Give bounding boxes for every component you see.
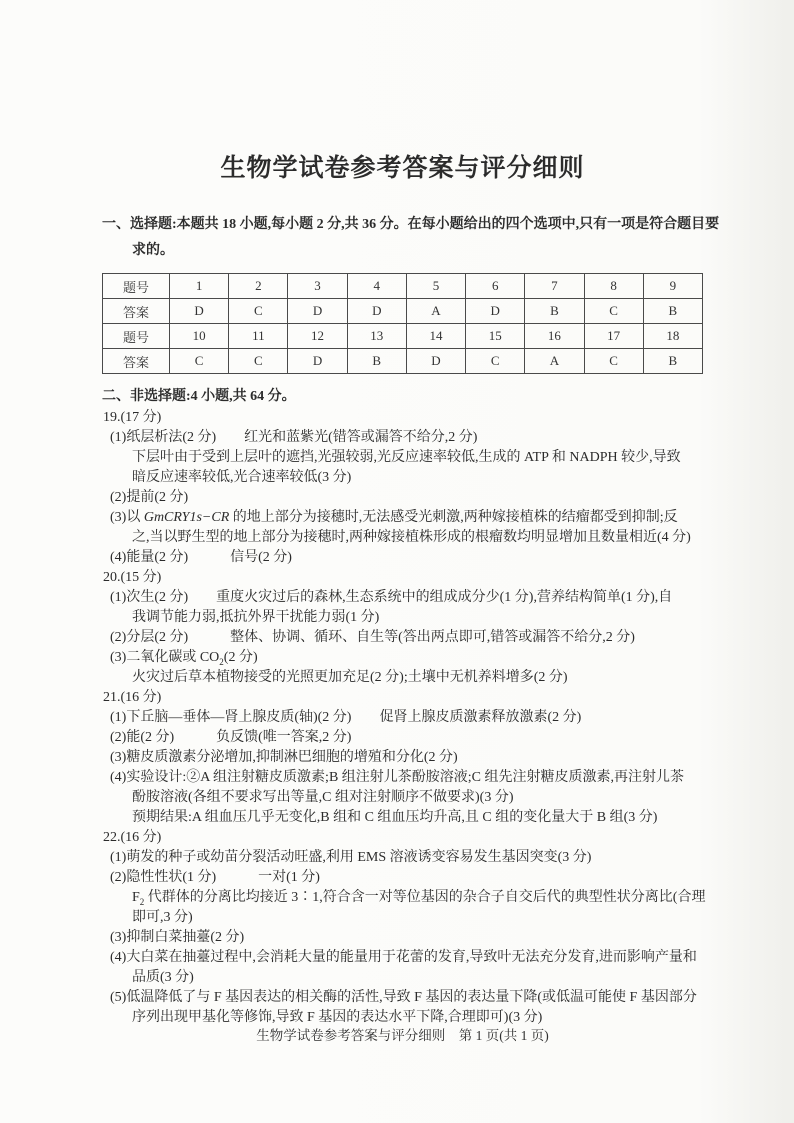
answer-line xyxy=(102,448,703,468)
answer-line xyxy=(102,668,703,688)
answer-cell: A xyxy=(525,349,584,374)
answer-cell: 6 xyxy=(466,274,525,299)
answer-cell: B xyxy=(643,299,702,324)
question-number: 21.(16 分) xyxy=(103,690,162,705)
answer-cell: 5 xyxy=(406,274,465,299)
question-number: 20.(15 分) xyxy=(103,570,162,585)
answer-line xyxy=(102,868,703,888)
answer-line xyxy=(102,888,706,908)
answer-line xyxy=(102,748,703,768)
text-segment: 酚胺溶液(各组不要求写出等量,C 组对注射顺序不做要求)(3 分) xyxy=(132,790,514,805)
answer-cell: 18 xyxy=(643,324,702,349)
answer-table-row xyxy=(103,324,703,349)
answer-cell: 1 xyxy=(170,274,229,299)
row-header-cell: 题号 xyxy=(103,324,170,349)
answer-cell: 10 xyxy=(170,324,229,349)
answer-line xyxy=(102,548,703,568)
row-header-cell: 题号 xyxy=(103,274,170,299)
answer-table-row xyxy=(103,274,703,299)
answer-cell: 16 xyxy=(525,324,584,349)
answer-table-row xyxy=(103,299,703,324)
answer-line xyxy=(102,948,703,968)
section1-heading xyxy=(102,212,720,264)
answer-line xyxy=(102,788,703,808)
text-segment: (2)分层(2 分) 整体、协调、循环、自生等(答出两点即可,错答或漏答不给分,2 分) xyxy=(110,630,635,645)
answer-cell: 8 xyxy=(584,274,643,299)
answer-key-table xyxy=(102,273,703,374)
answer-cell: D xyxy=(347,299,406,324)
answer-cell: 7 xyxy=(525,274,584,299)
answer-cell: C xyxy=(229,349,288,374)
text-segment: 代群体的分离比均接近 3∶1,符合含一对等位基因的杂合子自交后代的典型性状分离比(合理 xyxy=(144,890,706,905)
section1-heading-line2: 求的。 xyxy=(132,243,174,258)
answer-line xyxy=(102,588,703,608)
answer-cell: 13 xyxy=(347,324,406,349)
answer-line xyxy=(102,988,703,1008)
answer-cell: 4 xyxy=(347,274,406,299)
answer-table-row xyxy=(103,349,703,374)
text-segment: (3)以 xyxy=(110,510,144,525)
row-header-cell: 答案 xyxy=(103,349,170,374)
answer-cell: 9 xyxy=(643,274,702,299)
text-segment: 暗反应速率较低,光合速率较低(3 分) xyxy=(132,470,352,485)
text-segment: (3)二氧化碳或 CO xyxy=(110,650,220,665)
answer-line xyxy=(102,528,703,548)
text-segment: (4)大白菜在抽薹过程中,会消耗大量的能量用于花蕾的发育,导致叶无法充分发育,进而影响产量和 xyxy=(110,950,697,965)
text-segment: 的地上部分为接穗时,无法感受光刺激,两种嫁接植株的结瘤都受到抑制;反 xyxy=(229,510,678,525)
answer-cell: C xyxy=(170,349,229,374)
answer-cell: B xyxy=(525,299,584,324)
answer-cell: 2 xyxy=(229,274,288,299)
question-number: 19.(17 分) xyxy=(103,410,162,425)
answer-line xyxy=(102,428,703,448)
text-segment: (1)纸层析法(2 分) 红光和蓝紫光(错答或漏答不给分,2 分) xyxy=(110,430,478,445)
answer-line xyxy=(102,648,703,668)
text-segment: 预期结果:A 组血压几乎无变化,B 组和 C 组血压均升高,且 C 组的变化量大于 B 组(3 分) xyxy=(132,810,658,825)
answer-cell: 15 xyxy=(466,324,525,349)
answer-cell: 14 xyxy=(406,324,465,349)
answer-cell: C xyxy=(584,299,643,324)
answer-cell: D xyxy=(466,299,525,324)
answer-cell: D xyxy=(406,349,465,374)
text-segment: (2)提前(2 分) xyxy=(110,490,189,505)
text-segment: (5)低温降低了与 F 基因表达的相关酶的活性,导致 F 基因的表达量下降(或低温可能使 F 基因部分 xyxy=(110,990,697,1005)
text-segment: (1)次生(2 分) 重度火灾过后的森林,生态系统中的组成成分少(1 分),营养结构简单(1 分),自 xyxy=(110,590,673,605)
answer-cell: 11 xyxy=(229,324,288,349)
answer-cell: 3 xyxy=(288,274,347,299)
answer-line xyxy=(102,508,703,528)
text-segment: GmCRY1s−CR xyxy=(143,510,230,525)
answer-line xyxy=(102,708,703,728)
text-segment: (2 分) xyxy=(223,650,258,665)
question-block xyxy=(102,408,703,568)
text-segment: (2)能(2 分) 负反馈(唯一答案,2 分) xyxy=(110,730,352,745)
section1-heading-line1: 一、选择题:本题共 18 小题,每小题 2 分,共 36 分。在每小题给出的四个选项中,只有一项是符合题目要 xyxy=(102,217,720,232)
answer-cell: B xyxy=(643,349,702,374)
answer-line xyxy=(102,808,703,828)
answer-cell: C xyxy=(466,349,525,374)
page-title: 生物学试卷参考答案与评分细则 xyxy=(220,155,585,182)
text-segment: 品质(3 分) xyxy=(132,970,194,985)
question-number: 22.(16 分) xyxy=(103,830,162,845)
row-header-cell: 答案 xyxy=(103,299,170,324)
answer-cell: C xyxy=(229,299,288,324)
answer-cell: D xyxy=(288,299,347,324)
answer-line xyxy=(102,728,703,748)
answer-cell: B xyxy=(347,349,406,374)
text-segment: (1)下丘脑—垂体—肾上腺皮质(轴)(2 分) 促肾上腺皮质激素释放激素(2 分) xyxy=(110,710,582,725)
answer-line xyxy=(102,468,703,488)
text-segment: 即可,3 分) xyxy=(132,910,193,925)
text-segment: (3)糖皮质激素分泌增加,抑制淋巴细胞的增殖和分化(2 分) xyxy=(110,750,458,765)
text-segment: 我调节能力弱,抵抗外界干扰能力弱(1 分) xyxy=(132,610,380,625)
questions-container xyxy=(102,408,706,1028)
answer-cell: 17 xyxy=(584,324,643,349)
text-segment: 之,当以野生型的地上部分为接穗时,两种嫁接植株形成的根瘤数均明显增加且数量相近(4 分) xyxy=(132,530,691,545)
text-segment: 2 xyxy=(139,896,145,907)
question-block xyxy=(102,828,706,1028)
question-block xyxy=(102,568,703,688)
answer-line xyxy=(102,608,703,628)
text-segment: (1)萌发的种子或幼苗分裂活动旺盛,利用 EMS 溶液诱变容易发生基因突变(3 分) xyxy=(110,850,592,865)
text-segment: (2)隐性性状(1 分) 一对(1 分) xyxy=(110,870,320,885)
text-segment: (4)实验设计:②A 组注射糖皮质激素;B 组注射儿茶酚胺溶液;C 组先注射糖皮质激素,再注射儿茶 xyxy=(110,770,685,785)
answer-line xyxy=(102,928,703,948)
answer-line xyxy=(102,848,703,868)
question-block xyxy=(102,688,703,828)
text-segment: 下层叶由于受到上层叶的遮挡,光强较弱,光反应速率较低,生成的 ATP 和 NADPH 较少,导致 xyxy=(132,450,681,465)
answer-cell: D xyxy=(170,299,229,324)
page-footer: 生物学试卷参考答案与评分细则 第 1 页(共 1 页) xyxy=(256,1028,549,1043)
text-segment: (3)抑制白菜抽薹(2 分) xyxy=(110,930,245,945)
answer-cell: C xyxy=(584,349,643,374)
answer-line xyxy=(102,968,703,988)
answer-cell: 12 xyxy=(288,324,347,349)
text-segment: 火灾过后草本植物接受的光照更加充足(2 分);土壤中无机养料增多(2 分) xyxy=(132,670,568,685)
text-segment: (4)能量(2 分) 信号(2 分) xyxy=(110,550,292,565)
section2-heading: 二、非选择题:4 小题,共 64 分。 xyxy=(102,389,296,404)
text-segment: 2 xyxy=(219,656,224,667)
page-content xyxy=(102,0,720,1043)
answer-line xyxy=(102,488,703,508)
answer-line xyxy=(102,908,703,928)
answer-cell: D xyxy=(288,349,347,374)
answer-line xyxy=(102,768,703,788)
text-segment: 序列出现甲基化等修饰,导致 F 基因的表达水平下降,合理即可)(3 分) xyxy=(132,1010,543,1025)
text-segment: F xyxy=(132,890,140,905)
answer-line xyxy=(102,628,703,648)
answer-cell: A xyxy=(406,299,465,324)
